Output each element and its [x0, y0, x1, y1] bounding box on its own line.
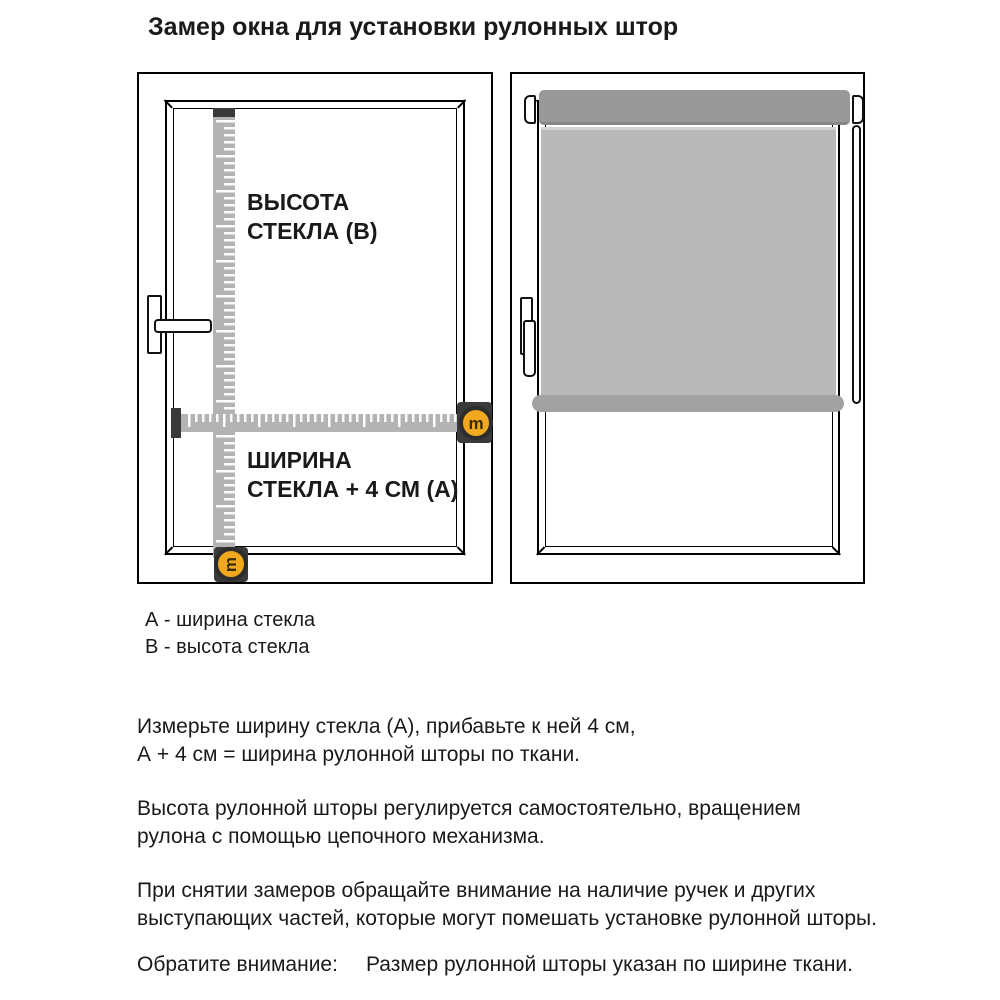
tape-measure-badge-icon: [459, 406, 493, 440]
window-handle-grip: [154, 319, 212, 333]
tape-end-hook-left: [171, 408, 181, 438]
glass-width-label: ШИРИНА СТЕКЛА + 4 СМ (А): [247, 447, 459, 502]
mounting-bracket-left: [524, 95, 536, 124]
blind-bottom-bar: [532, 395, 844, 412]
control-chain: [852, 125, 861, 404]
page-title: Замер окна для установки рулонных штор: [148, 13, 679, 41]
measuring-diagram-panel: [137, 72, 493, 584]
mounting-bracket-right: [852, 95, 864, 124]
installed-blind-panel: [510, 72, 865, 584]
blind-fabric: [541, 127, 836, 396]
para-height-adjust: Высота рулонной шторы регулируется самостоятельно, вращением рулона с помощью цепочного механизма.: [137, 797, 801, 848]
tape-brand-letter: m: [468, 413, 484, 433]
window-handle-grip: [523, 320, 536, 377]
note-text: Размер рулонной шторы указан по ширине ткани.: [365, 953, 853, 976]
horizontal-measuring-tape: [180, 414, 457, 432]
tape-measure-badge-icon: [214, 547, 248, 581]
glass-height-label: ВЫСОТА СТЕКЛА (В): [247, 189, 378, 244]
para-note: [137, 951, 957, 979]
para-check-obstacles: При снятии замеров обращайте внимание на наличие ручек и других выступающих частей, которые могут помешать установке рулонной шторы.: [137, 879, 877, 930]
para-measure-width: Измерьте ширину стекла (А), прибавьте к ней 4 см, А + 4 см = ширина рулонной шторы по ткани.: [137, 715, 636, 766]
tape-brand-letter: m: [221, 556, 241, 572]
legend-item-a: А - ширина стекла: [145, 609, 316, 631]
tape-end-hook-top: [213, 108, 235, 117]
roller-cassette: [539, 90, 850, 125]
legend-item-b: В - высота стекла: [145, 636, 310, 658]
legend: [145, 607, 315, 661]
note-label: Обратите внимание:: [137, 953, 338, 976]
vertical-measuring-tape: [213, 108, 235, 558]
